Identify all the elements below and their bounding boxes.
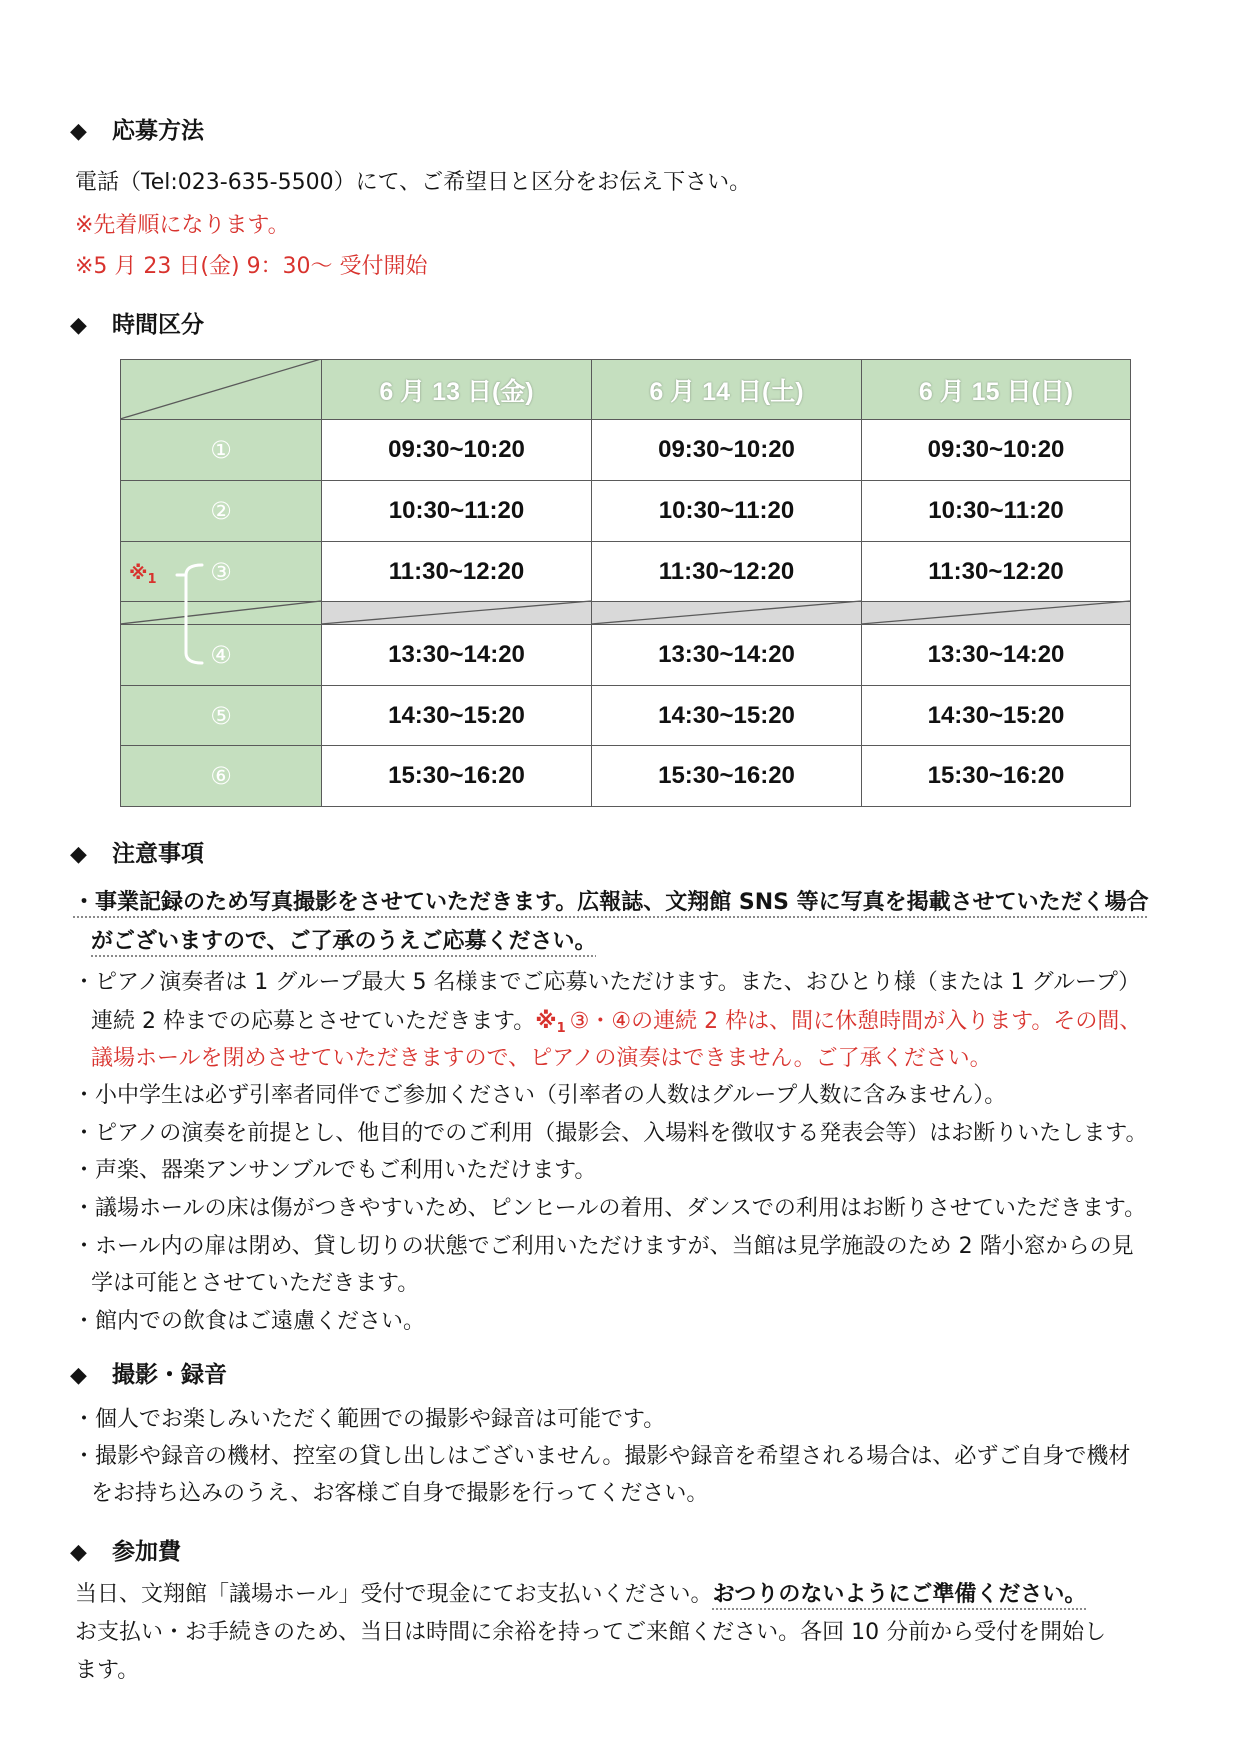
personal-recording-note: ・個人でお楽しみいただく範囲での撮影や録音は可能です。 <box>73 1407 666 1432</box>
schedule-table-wrapper <box>120 359 1130 806</box>
time-cell: 15:30~16:20 <box>862 746 1131 807</box>
time-cell: 11:30~12:20 <box>592 542 862 602</box>
break-note-text: ③・④の連続 2 枠は、間に休憩時間が入ります。その間、 <box>569 1009 1142 1034</box>
time-cell: 11:30~12:20 <box>322 542 592 602</box>
slot-label: ② <box>121 481 322 542</box>
break-note-mark: ※ <box>535 1009 557 1034</box>
break-cell <box>322 602 592 625</box>
photo-notice-line <box>73 888 1149 918</box>
heading-text: 参加費 <box>112 1539 181 1565</box>
time-cell: 14:30~15:20 <box>592 686 862 746</box>
equipment-note-line: ・撮影や録音の機材、控室の貸し出しはございません。撮影や録音を希望される場合は、必ずご自身で機材 <box>73 1444 1131 1469</box>
time-cell: 15:30~16:20 <box>322 746 592 807</box>
break-note-line: 議場ホールを閉めさせていただきますので、ピアノの演奏はできません。ご了承ください。 <box>91 1046 992 1071</box>
slot-label: ⑤ <box>121 686 322 746</box>
photo-notice-text: がございますので、ご了承のうえご応募ください。 <box>91 929 597 954</box>
time-cell: 10:30~11:20 <box>862 481 1131 542</box>
time-cell: 14:30~15:20 <box>322 686 592 746</box>
ensemble-note: ・声楽、器楽アンサンブルでもご利用いただけます。 <box>73 1158 597 1183</box>
header-row <box>121 360 1131 420</box>
diamond-bullet-icon: ◆ <box>70 1363 87 1388</box>
section-heading-notes <box>70 839 204 869</box>
time-cell: 10:30~11:20 <box>592 481 862 542</box>
phone-instruction: 電話（Tel:023-635-5500）にて、ご希望日と区分をお伝え下さい。 <box>75 170 752 195</box>
date-header: 6 月 14 日(土) <box>592 360 862 420</box>
section-heading-apply <box>70 116 204 146</box>
table-row <box>121 746 1131 807</box>
diamond-bullet-icon: ◆ <box>70 119 87 144</box>
time-cell: 13:30~14:20 <box>862 625 1131 686</box>
piano-limit-line: ・ピアノ演奏者は 1 グループ最大 5 名様までご応募いただけます。また、おひとり様（または 1 グループ） <box>73 970 1141 995</box>
schedule-table <box>120 359 1131 807</box>
break-cell <box>592 602 862 625</box>
time-cell: 11:30~12:20 <box>862 542 1131 602</box>
exact-change-note: おつりのないようにご準備ください。 <box>712 1582 1087 1607</box>
date-header: 6 月 15 日(日) <box>862 360 1131 420</box>
break-cell <box>862 602 1131 625</box>
heading-text: 撮影・録音 <box>112 1362 227 1388</box>
note-mark-sub: 1 <box>147 572 157 587</box>
diamond-bullet-icon: ◆ <box>70 842 87 867</box>
reception-start-note: ※5 月 23 日(金) 9：30～ 受付開始 <box>75 254 428 279</box>
heading-text: 応募方法 <box>112 118 204 144</box>
fee-arrival-line: ます。 <box>75 1658 140 1683</box>
time-cell: 13:30~14:20 <box>592 625 862 686</box>
table-row <box>121 542 1131 602</box>
first-come-note: ※先着順になります。 <box>75 213 290 238</box>
time-cell: 10:30~11:20 <box>322 481 592 542</box>
slot-label: ① <box>121 420 322 481</box>
food-note: ・館内での飲食はご遠慮ください。 <box>73 1309 426 1334</box>
door-note-line: ・ホール内の扉は閉め、貸し切りの状態でご利用いただけますが、当館は見学施設のため 2 階小窓からの見 <box>73 1234 1134 1259</box>
table-row <box>121 420 1131 481</box>
section-heading-fee <box>70 1537 181 1567</box>
floor-note: ・議場ホールの床は傷がつきやすいため、ピンヒールの着用、ダンスでの利用はお断りさせていただきます。 <box>73 1196 1147 1221</box>
photo-notice-line <box>91 927 597 957</box>
note-mark: ※ <box>129 562 148 584</box>
slot-label: ④ <box>121 625 322 686</box>
slot-label: ⑥ <box>121 746 322 807</box>
time-cell: 09:30~10:20 <box>322 420 592 481</box>
other-use-note: ・ピアノの演奏を前提とし、他目的でのご利用（撮影会、入場料を徴収する発表会等）はお断りいたします。 <box>73 1121 1148 1146</box>
break-note-mark-sub: 1 <box>556 1021 566 1036</box>
diamond-bullet-icon: ◆ <box>70 1540 87 1565</box>
diamond-bullet-icon: ◆ <box>70 313 87 338</box>
children-note: ・小中学生は必ず引率者同伴でご参加ください（引率者の人数はグループ人数に含みません）。 <box>73 1083 1007 1108</box>
fee-arrival-line: お支払い・お手続きのため、当日は時間に余裕を持ってご来館ください。各回 10 分前から受付を開始し <box>75 1620 1107 1645</box>
fee-payment-line <box>75 1580 1086 1610</box>
table-row <box>121 686 1131 746</box>
section-heading-recording <box>70 1360 227 1390</box>
door-note-line: 学は可能とさせていただきます。 <box>91 1271 420 1296</box>
heading-text: 時間区分 <box>112 312 204 338</box>
consecutive-slot-note-mark <box>129 559 161 587</box>
fee-payment-text: 当日、文翔館「議場ホール」受付で現金にてお支払いください。 <box>75 1582 713 1607</box>
time-cell: 15:30~16:20 <box>592 746 862 807</box>
section-heading-schedule <box>70 310 204 340</box>
heading-text: 注意事項 <box>112 841 204 867</box>
slot-label: ③ <box>121 542 322 602</box>
date-header: 6 月 13 日(金) <box>322 360 592 420</box>
break-row <box>121 602 1131 625</box>
piano-limit-line <box>91 1007 1141 1037</box>
table-row <box>121 625 1131 686</box>
break-cell <box>121 602 322 625</box>
time-cell: 09:30~10:20 <box>862 420 1131 481</box>
time-cell: 13:30~14:20 <box>322 625 592 686</box>
time-cell: 09:30~10:20 <box>592 420 862 481</box>
piano-limit-text: 連続 2 枠までの応募とさせていただきます。 <box>91 1009 536 1034</box>
time-cell: 14:30~15:20 <box>862 686 1131 746</box>
table-row <box>121 481 1131 542</box>
corner-cell <box>121 360 322 420</box>
photo-notice-text: ・事業記録のため写真撮影をさせていただきます。広報誌、文翔館 SNS 等に写真を掲載させていただく場合 <box>73 890 1149 915</box>
equipment-note-line: をお持ち込みのうえ、お客様ご自身で撮影を行ってください。 <box>91 1481 709 1506</box>
